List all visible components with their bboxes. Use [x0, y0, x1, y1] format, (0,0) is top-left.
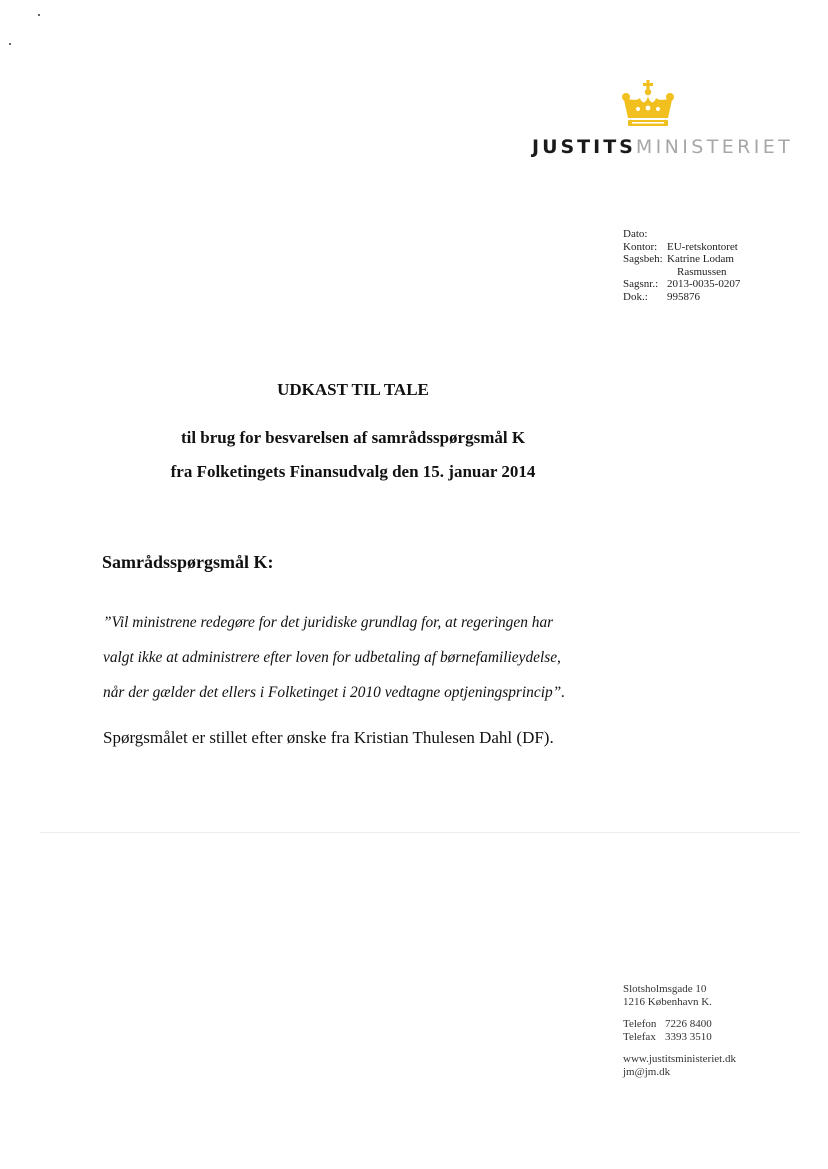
phone-value: 7226 8400 [665, 1018, 712, 1030]
address-line-2: 1216 København K. [623, 996, 712, 1008]
meta-label: Dok.: [623, 290, 648, 303]
meta-value: Rasmussen [677, 265, 727, 278]
logo-light-text: MINISTERIET [635, 136, 794, 158]
meta-row-date [623, 228, 740, 241]
phone-row [623, 1018, 736, 1031]
meta-label: Sagsnr.: [623, 278, 659, 291]
section-heading: Samrådsspørgsmål K: [102, 552, 274, 572]
crown-logo-icon [620, 80, 676, 128]
question-line: når der gælder det ellers i Folketinget i 2010 vedtagne optjeningsprincip”. [103, 684, 566, 701]
meta-label: Kontor: [623, 240, 658, 253]
meta-row-case-number [623, 278, 740, 291]
scan-fold-line [40, 832, 800, 833]
meta-row-office [623, 241, 740, 254]
scan-speck [9, 43, 11, 45]
fax-value: 3393 3510 [665, 1031, 712, 1043]
meta-label: Dato: [623, 228, 648, 240]
meta-value: 995876 [667, 290, 700, 303]
meta-value: EU-retskontoret [667, 240, 738, 253]
email-link[interactable]: jm@jm.dk [623, 1066, 671, 1078]
meta-row-doc-number [623, 291, 740, 304]
meta-row-officer [623, 253, 740, 266]
meta-value: Katrine Lodam [667, 253, 734, 266]
document-subtitle-line-2: fra Folketingets Finansudvalg den 15. januar 2014 [170, 462, 536, 481]
meta-value: 2013-0035-0207 [667, 278, 741, 291]
website-link[interactable]: www.justitsministeriet.dk [623, 1053, 736, 1065]
meta-label: Sagsbeh: [623, 253, 663, 266]
phone-label: Telefon [623, 1018, 657, 1030]
asked-by-paragraph: Spørgsmålet er stillet efter ønske fra Kristian Thulesen Dahl (DF). [103, 728, 554, 747]
ministry-logo-text [532, 136, 793, 158]
case-meta-block [623, 228, 740, 304]
document-title: UDKAST TIL TALE [277, 380, 429, 399]
fax-row [623, 1031, 736, 1044]
document-subtitle-line-1: til brug for besvarelsen af samrådsspørgsmål K [180, 428, 526, 447]
scan-speck [38, 14, 40, 16]
meta-label [623, 266, 667, 279]
question-text [103, 605, 623, 710]
logo-bold-text: JUSTITS [532, 136, 636, 158]
address-line-1: Slotsholmsgade 10 [623, 983, 707, 995]
question-line: ”Vil ministrene redegøre for det juridiske grundlag for, at regeringen har [103, 614, 554, 631]
contact-block [623, 983, 736, 1079]
meta-row-officer-cont [623, 266, 740, 279]
fax-label: Telefax [623, 1031, 656, 1043]
question-line: valgt ikke at administrere efter loven for udbetaling af børnefamilieydelse, [103, 649, 561, 666]
